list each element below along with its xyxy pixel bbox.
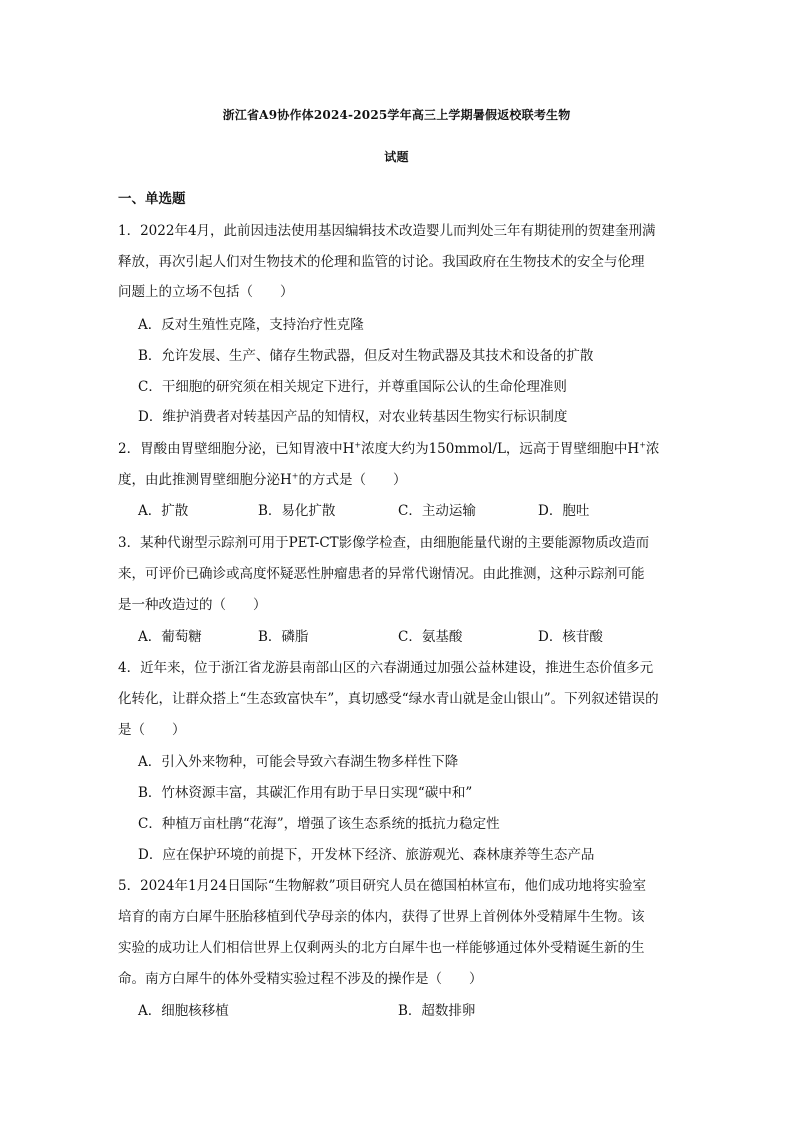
q1-line3: 问题上的立场不包括（ ）	[118, 284, 294, 300]
q2-line1-part3: 浓	[645, 441, 660, 457]
q1-option-b: B．允许发展、生产、储存生物武器，但反对生物武器及其技术和设备的扩散	[138, 348, 594, 364]
q4-line1: 4．近年来，位于浙江省龙游县南部山区的六春湖通过加强公益林建设，推进生态价值多元	[118, 660, 654, 676]
q4-option-d: D．应在保护环境的前提下，开发林下经济、旅游观光、森林康养等生态产品	[138, 847, 595, 863]
q3-option-b: B．磷脂	[258, 629, 309, 645]
q4-line2: 化转化，让群众搭上“生态致富快车”，真切感受“绿水青山就是金山银山”。下列叙述错误的	[118, 691, 659, 707]
q5-line4: 命。南方白犀牛的体外受精实验过程不涉及的操作是（ ）	[118, 971, 483, 987]
section-heading: 一、单选题	[118, 191, 186, 207]
q2-line1-part2: 浓度大约为150mmol/L，远高于胃壁细胞中H	[361, 441, 640, 457]
q2-sup3: +	[291, 471, 299, 481]
q5-line2: 培育的南方白犀牛胚胎移植到代孕母亲的体内，获得了世界上首例体外受精犀牛生物。该	[118, 909, 645, 925]
q5-option-b: B．超数排卵	[398, 1003, 476, 1019]
q2-sup2: +	[639, 440, 646, 450]
q3-line3: 是一种改造过的（ ）	[118, 597, 267, 613]
q2-line2-part2: 的方式是（ ）	[298, 472, 407, 488]
q4-option-c: C．种植万亩杜鹃“花海”，增强了该生态系统的抵抗力稳定性	[138, 816, 500, 832]
q1-option-c: C．干细胞的研究须在相关规定下进行，并尊重国际公认的生命伦理准则	[138, 379, 567, 395]
q4-line3: 是（ ）	[118, 722, 186, 738]
q5-line3: 实验的成功让人们相信世界上仅剩两头的北方白犀牛也一样能够通过体外受精诞生新的生	[118, 940, 645, 956]
q5-line1: 5．2024年1月24日国际“生物解救”项目研究人员在德国柏林宣布，他们成功地将实验室	[118, 878, 647, 894]
q1-option-a: A．反对生殖性克隆，支持治疗性克隆	[138, 317, 364, 333]
document-title-line1: 浙江省A9协作体2024-2025学年高三上学期暑假返校联考生物	[222, 108, 571, 122]
q2-option-a: A．扩散	[138, 503, 189, 519]
document-title-line2: 试题	[384, 150, 409, 164]
q4-option-b: B．竹林资源丰富，其碳汇作用有助于早日实现“碳中和”	[138, 785, 473, 801]
q2-option-b: B．易化扩散	[258, 503, 336, 519]
q2-sup1: +	[354, 440, 362, 450]
q4-option-a: A．引入外来物种，可能会导致六春湖生物多样性下降	[138, 754, 459, 770]
q3-option-d: D．核苷酸	[538, 629, 603, 645]
q5-option-a: A．细胞核移植	[138, 1003, 229, 1019]
q2-line2	[118, 468, 406, 488]
q3-line2: 来，可评价已确诊或高度怀疑恶性肿瘤患者的异常代谢情况。由此推测，这种示踪剂可能	[118, 566, 645, 582]
q1-line1: 1．2022年4月，此前因违法使用基因编辑技术改造婴儿而判处三年有期徒刑的贺建奎刑满	[118, 223, 656, 239]
q1-option-d: D．维护消费者对转基因产品的知情权，对农业转基因生物实行标识制度	[138, 409, 568, 425]
q2-line1	[118, 437, 659, 457]
q2-option-d: D．胞吐	[538, 503, 590, 519]
q1-line2: 释放，再次引起人们对生物技术的伦理和监管的讨论。我国政府在生物技术的安全与伦理	[118, 254, 645, 270]
q3-option-c: C．氨基酸	[398, 629, 463, 645]
q3-option-a: A．葡萄糖	[138, 629, 202, 645]
q2-line2-part1: 度，由此推测胃壁细胞分泌H	[118, 472, 292, 488]
q2-line1-part1: 2．胃酸由胃壁细胞分泌，已知胃液中H	[118, 441, 355, 457]
q2-option-c: C．主动运输	[398, 503, 476, 519]
q3-line1: 3．某种代谢型示踪剂可用于PET-CT影像学检查，由细胞能量代谢的主要能源物质改造而	[118, 535, 650, 551]
